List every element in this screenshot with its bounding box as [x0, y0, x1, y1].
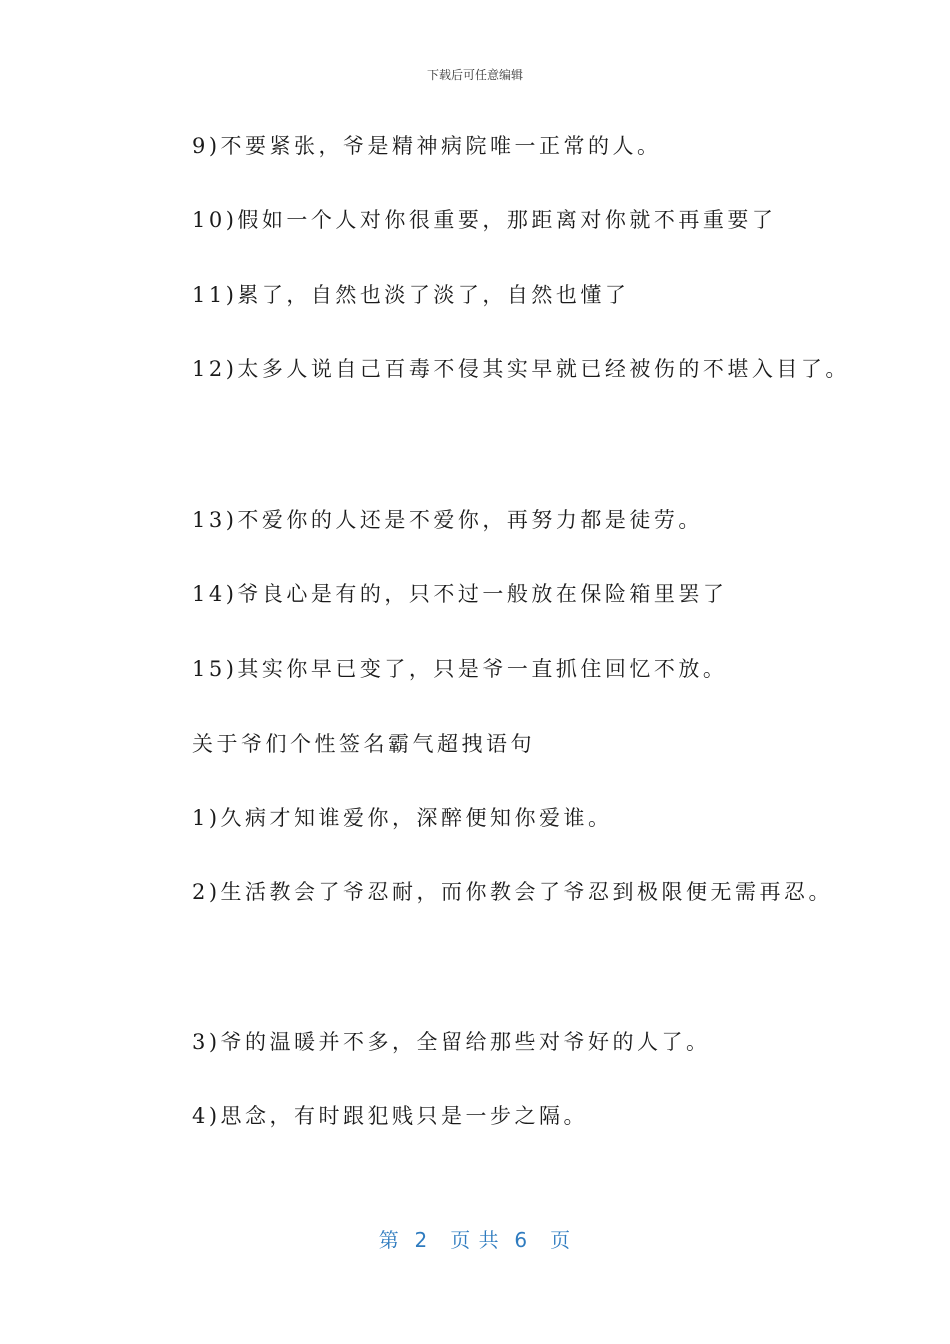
text-line-3: 3)爷的温暖并不多，全留给那些对爷好的人了。 — [192, 1030, 711, 1054]
text-line-4: 4)思念，有时跟犯贱只是一步之隔。 — [192, 1104, 589, 1128]
text-line-15: 15)其实你早已变了，只是爷一直抓住回忆不放。 — [192, 657, 728, 681]
text-line-13: 13)不爱你的人还是不爱你，再努力都是徒劳。 — [192, 508, 703, 532]
text-line-12: 12)太多人说自己百毒不侵其实早就已经被伤的不堪入目了。 — [192, 357, 850, 381]
text-line-10: 10)假如一个人对你很重要，那距离对你就不再重要了 — [192, 208, 777, 232]
text-line-14: 14)爷良心是有的，只不过一般放在保险箱里罢了 — [192, 582, 728, 606]
page-pagination: 第 2 页 共 6 页 — [378, 1228, 572, 1252]
text-line-11: 11)累了，自然也淡了淡了，自然也懂了 — [192, 283, 630, 307]
text-line-2: 2)生活教会了爷忍耐，而你教会了爷忍到极限便无需再忍。 — [192, 880, 834, 904]
text-line-1: 1)久病才知谁爱你，深醉便知你爱谁。 — [192, 806, 613, 830]
text-line-9: 9)不要紧张，爷是精神病院唯一正常的人。 — [192, 134, 662, 158]
page-header-note: 下载后可任意编辑 — [426, 68, 523, 82]
section-heading: 关于爷们个性签名霸气超拽语句 — [192, 732, 535, 756]
